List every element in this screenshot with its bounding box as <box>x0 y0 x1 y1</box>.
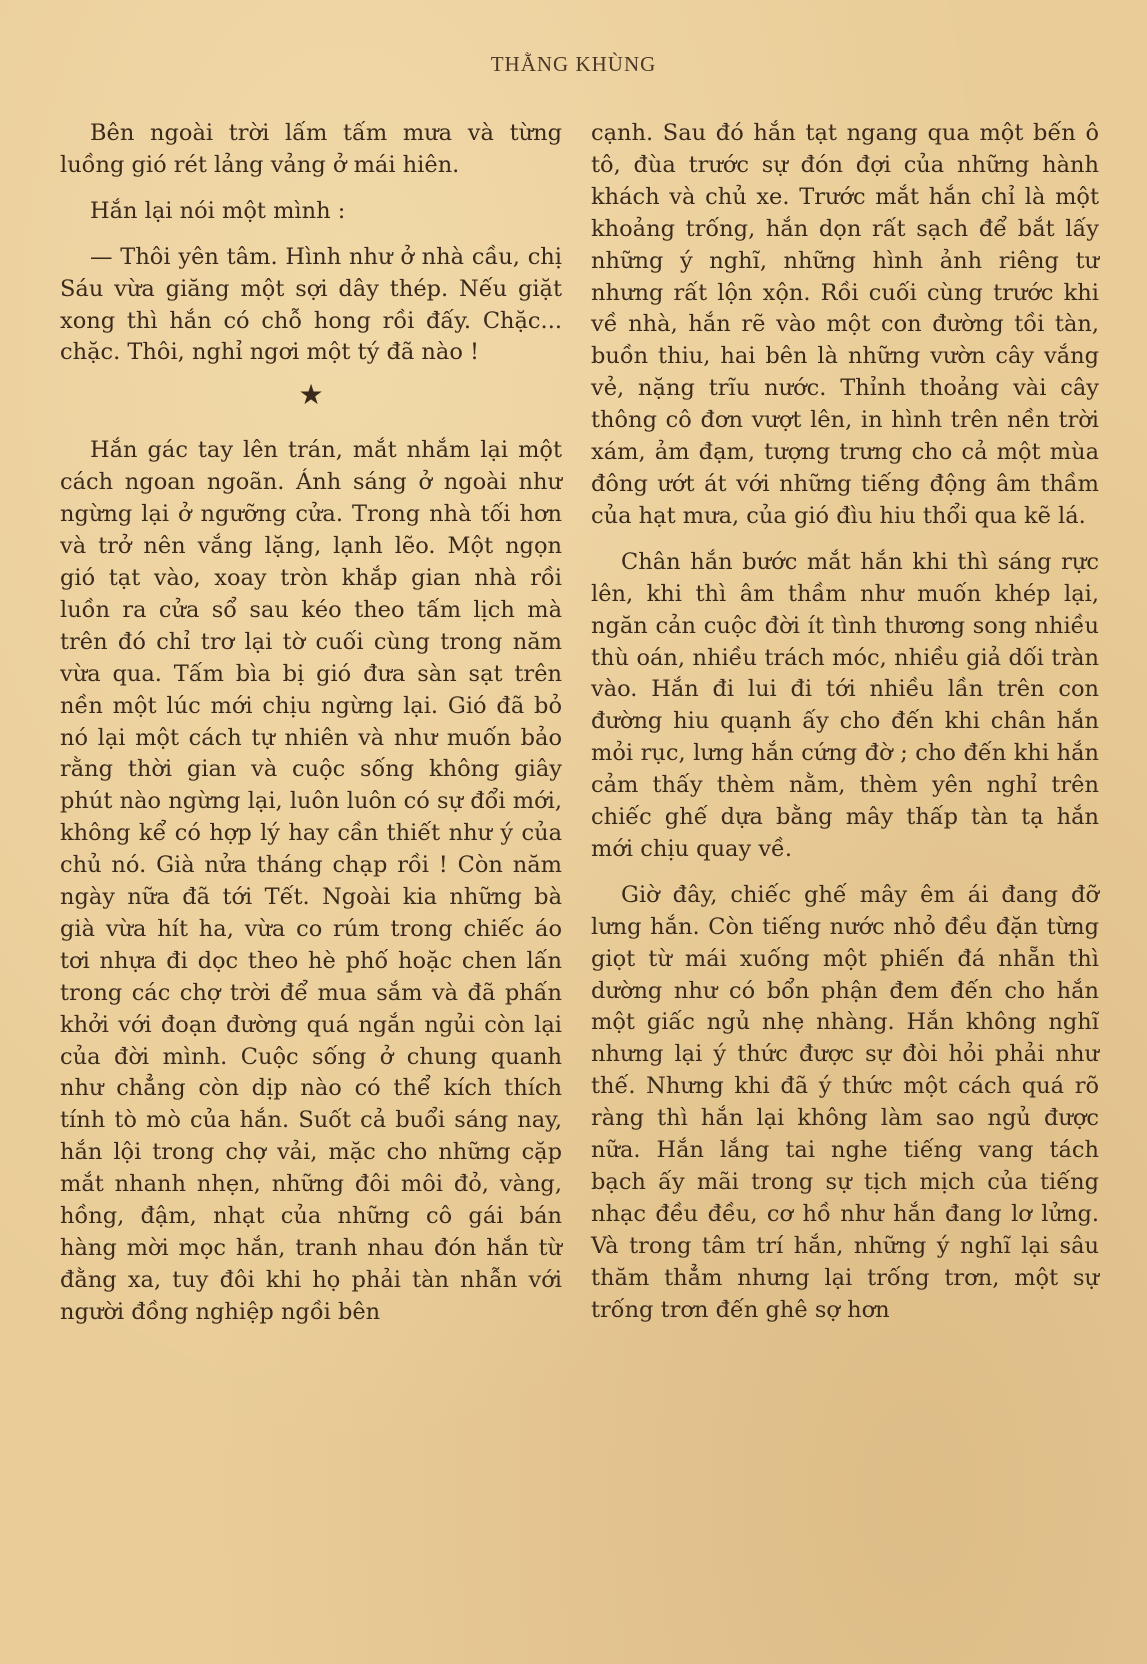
running-header: THẰNG KHÙNG <box>490 52 657 76</box>
paragraph: Hắn gác tay lên trán, mắt nhắm lại một cách ngoan ngoãn. Ánh sáng ở ngoài như ngừng lại ở ngưỡng cửa. Trong nhà tối hơn và trở nên vắng lặng, lạnh lẽo. Một ngọn gió tạt vào, xoay tròn khắp gian nhà rồi luồn ra cửa sổ sau kéo theo tấm lịch mà trên đó chỉ trơ lại tờ cuối cùng trong năm vừa qua. Tấm bìa bị gió đưa sàn sạt trên nền một lúc mới chịu ngừng lại. Gió đã bỏ nó lại một cách tự nhiên và như muốn bảo rằng thời gian và cuộc sống không giây phút nào ngừng lại, luôn luôn có sự đổi mới, không kể có hợp lý hay cần thiết như ý của chủ nó. Già nửa tháng chạp rồi ! Còn năm ngày nữa đã tới Tết. Ngoài kia những bà già vừa hít ha, vừa co rúm trong chiếc áo tơi nhựa đi dọc theo hè phố hoặc chen lấn trong các chợ trời để mua sắm và đã phấn khởi với đoạn đường quá ngắn ngủi còn lại của đời mình. Cuộc sống ở chung quanh như chẳng còn dịp nào có thể kích thích tính tò mò của hắn. Suốt cả buổi sáng nay, hắn lội trong chợ vải, mặc cho những cặp mắt nhanh nhẹn, những đôi môi đỏ, vàng, hồng, đậm, nhạt của những cô gái bán hàng mời mọc hắn, tranh nhau đón hắn từ đằng xa, tuy đôi khi họ phải tàn nhẫn với người đồng nghiệp ngồi bên <box>60 437 562 1325</box>
paragraph: Hắn lại nói một mình : <box>90 197 346 224</box>
paragraph: cạnh. Sau đó hắn tạt ngang qua một bến ô tô, đùa trước sự đón đợi của những hành khách và chủ xe. Trước mắt hắn chỉ là một khoảng trống, hắn dọn rất sạch để bắt lấy những ý nghĩ, những hình ảnh riêng tư nhưng rất lộn xộn. Rồi cuối cùng trước khi về nhà, hắn rẽ vào một con đường tồi tàn, buồn thiu, hai bên là những vườn cây vắng vẻ, nặng trĩu nước. Thỉnh thoảng vài cây thông cô đơn vượt lên, in hình trên nền trời xám, ảm đạm, tượng trưng cho cả một mùa đông ướt át với những tiếng động âm thầm của hạt mưa, của gió đìu hiu thổi qua kẽ lá. <box>591 120 1099 529</box>
paragraph: Chân hắn bước mắt hắn khi thì sáng rực lên, khi thì âm thầm như muốn khép lại, ngăn cản cuộc đời ít tình thương song nhiều thù oán, nhiều trách móc, nhiều giả dối tràn vào. Hắn đi lui đi tới nhiều lần trên con đường hiu quạnh ấy cho đến khi chân hắn mỏi rục, lưng hắn cứng đờ ; cho đến khi hắn cảm thấy thèm nằm, thèm yên nghỉ trên chiếc ghế dựa bằng mây thấp tàn tạ hắn mới chịu quay về. <box>591 548 1099 862</box>
left-column <box>60 118 562 1329</box>
section-separator-star-icon: ★ <box>298 378 324 412</box>
right-column <box>591 118 1099 1327</box>
paragraph: Bên ngoài trời lấm tấm mưa và từng luồng gió rét lảng vảng ở mái hiên. <box>60 120 562 178</box>
paragraph: — Thôi yên tâm. Hình như ở nhà cầu, chị Sáu vừa giăng một sợi dây thép. Nếu giặt xong thì hắn có chỗ hong rồi đấy. Chặc... chặc. Thôi, nghỉ ngơi một tý đã nào ! <box>60 243 562 366</box>
paragraph: Giờ đây, chiếc ghế mây êm ái đang đỡ lưng hắn. Còn tiếng nước nhỏ đều đặn từng giọt từ mái xuống một phiến đá nhẵn thì dường như có bổn phận đem đến cho hắn một giấc ngủ nhẹ nhàng. Hắn không nghĩ nhưng lại ý thức được sự đòi hỏi phải như thế. Nhưng khi đã ý thức một cách quá rõ ràng thì hắn lại không làm sao ngủ được nữa. Hắn lắng tai nghe tiếng vang tách bạch ấy mãi trong sự tịch mịch của tiếng nhạc đều đều, cơ hồ như hắn đang lơ lửng. Và trong tâm trí hắn, những ý nghĩ lại sâu thăm thẳm nhưng lại trống trơn, một sự trống trơn đến ghê sợ hơn <box>591 881 1099 1323</box>
